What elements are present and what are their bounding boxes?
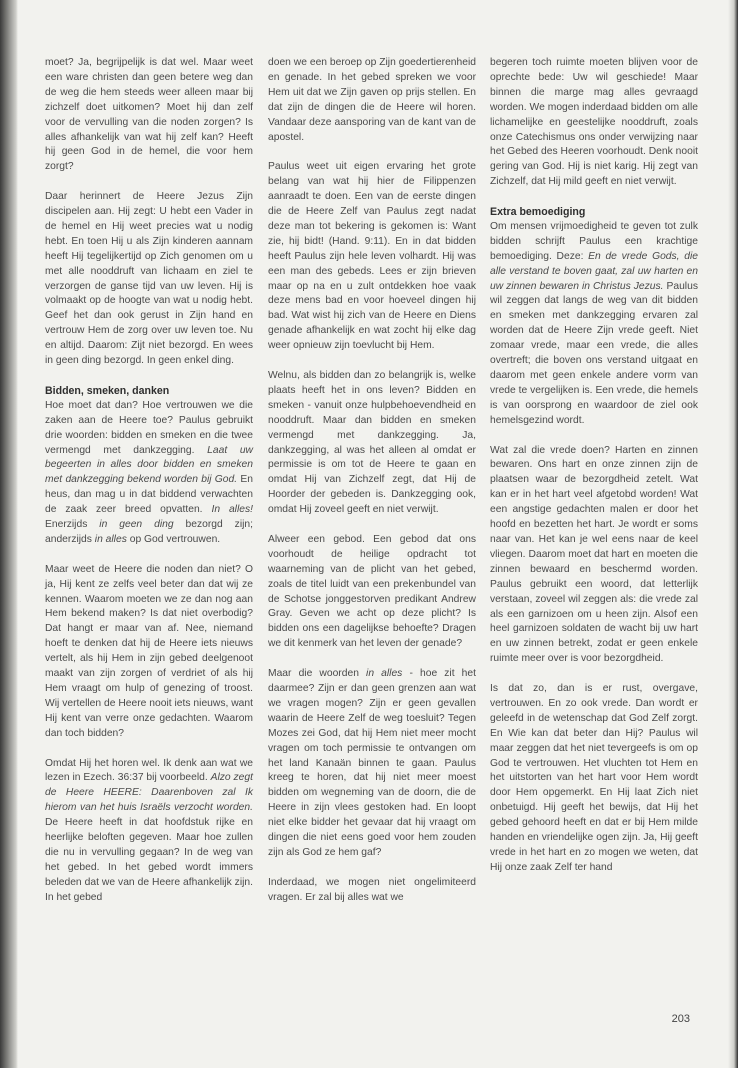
paragraph <box>268 160 476 354</box>
paragraph <box>268 876 476 906</box>
paragraph <box>45 56 253 175</box>
paragraph <box>268 667 476 861</box>
text-run: Maar weet de Heere die noden dan niet? O ja, Hij kent ze zelfs veel beter dan dat wij ze kennen. Waarom moeten we ze dan nog aan Hem bekend maken? Is dat niet overbodig? Dat hangt er maar van af. Nee, niemand hoeft te denken dat hij de Heere iets nieuws vertelt, als hij Hem in zijn gebed deelgenoot maakt van zijn zorgen of verdriet of als hij Hem vraagt om hulp of genezing of troost. Wij vertellen de Heere nooit iets nieuws, want Hij kent van verre onze gedachten. Waarom dan toch bidden? <box>45 563 253 739</box>
paragraph <box>490 56 698 190</box>
italic-quote: Laat uw begeerten in alles door bidden en smeken met dankzegging bekend worden bij God. <box>45 444 253 486</box>
text-run: Paulus weet uit eigen ervaring het grote belang van wat hij hier de Filippenzen aanraadt te doen. Een van de eerste dingen die de Heere Zelf van Paulus zegt nadat deze man tot bekering is gekomen is: Want zie, hij bidt! (Hand. 9:11). En in dat bidden heeft Paulus zijn hele leven volhardt. Hij was een man des gebeds. Lees er zijn brieven maar op na en u zult ontdekken hoe vaak deze mens bad en voor hoeveel dingen hij bad. Wat wist hij zich van de Heere en Diens genade afhankelijk en wat zocht hij elke dag weer opnieuw zijn toevlucht bij Hem. <box>268 161 476 352</box>
text-column-1 <box>45 56 253 920</box>
italic-quote: En de vrede Gods, die alle verstand te boven gaat, zal uw harten en uw zinnen bewaren in Christus Jezus. <box>490 250 698 292</box>
text-run: En heus, dan mag u in dat biddend verwachten de zaak zeer breed opvatten. <box>45 474 253 516</box>
text-run: Omdat Hij het horen wel. Ik denk aan wat we lezen in Ezech. 36:37 bij voorbeeld. <box>45 757 253 784</box>
text-run: doen we een beroep op Zijn goedertierenheid en genade. In het gebed spreken we voor Hem uit dat we Zijn gaven op prijs stellen. En dat zijn de dingen die de Heere wil horen. Vandaar deze aansporing van de kant van de apostel. <box>268 57 476 143</box>
italic-quote: in alles <box>94 533 127 545</box>
text-run: begeren toch ruimte moeten blijven voor de oprechte bede: Uw wil geschiede! Maar binnen die marge mag alles gevraagd worden. We mogen inderdaad bidden om alle lichamelijke en geestelijke nooddruft, zoals onze Catechismus ons onder verwijzing naar het Gebed des Heeren voorhoudt. Denk nooit gering van God. Hij is niet karig. Hij zegt van Zichzelf, dat Hij mild geeft en niet verwijt. <box>490 57 698 188</box>
paragraph <box>45 757 253 906</box>
paragraph <box>45 190 253 369</box>
text-run: Is dat zo, dan is er rust, overgave, vertrouwen. En zo ook vrede. Dan wordt er geleefd in de wetenschap dat God Zelf zorgt. En Wie kan dat beter dan Hij? Paulus wil maar zeggen dat het niet tevergeefs is om op God te vertrouwen. Het vluchten tot Hem en het uitstorten van het hart voor Hem wordt door Hem opgemerkt. En Hij laat Zich niet onbetuigd. Hij geeft het bewijs, dat Hij het gebed gehoord heeft en dat er bij Hem milde handen en vriendelijke ogen zijn. Ja, Hij geeft vrede in het hart en zo mogen we weten, dat Hij onze zaak Zelf ter hand <box>490 683 698 873</box>
text-run: Paulus wil zeggen dat langs de weg van dit bidden en smeken met dankzegging ervaren zal worden dat de Heere Zijn vrede geeft. Niet zomaar vrede, maar een vrede, die alles overtreft; die boven ons verstand uitgaat en daarom met geen enkele andere vorm van vrede te vergelijken is. Een vrede, die hemels is van oorsprong en waardoor de ziel ook hemelsgezind wordt. <box>490 280 698 426</box>
italic-quote: in alles <box>366 668 403 680</box>
text-run: Alweer een gebod. Een gebod dat ons voorhoudt de heilige opdracht tot waarneming van de plicht van het gebed, zoals de titel luidt van een prekenbundel van de Schotse jonggestorven predikant Andrew Gray. Geven we acht op deze plicht? Is bidden ons een dagelijkse behoefte? Dragen we dit kenmerk van het leven der genade? <box>268 533 476 650</box>
paragraph <box>45 399 253 548</box>
text-run: Inderdaad, we mogen niet ongelimiteerd vragen. Er zal bij alles wat we <box>268 876 476 903</box>
text-run: Wat zal die vrede doen? Harten en zinnen bewaren. Ons hart en onze zinnen zijn de plaatsen waar de bezorgdheid zetelt. Wat kan er in het hart veel afgetobd worden! Wat een angstige gedachten malen er door het hoofd en bezetten het hart. Je wordt er soms naar van. Het kan je wel eens naar de keel vliegen. Daarom moet dat hart en moeten die zinnen bewaard en beschermd worden. Paulus gebruikt een woord, dat letterlijk verstaan, zoveel wil zeggen als: die vrede zal als een garnizoen om u heen zijn. Alsof een heel garnizoen soldaten de wacht bij uw hart en uw zinnen betrekt, zodat er geen enkele ruimte meer over is voor bezorgdheid. <box>490 444 698 665</box>
paragraph <box>268 56 476 145</box>
book-spine-shadow <box>0 0 18 1068</box>
paragraph <box>45 563 253 742</box>
italic-quote: Alzo zegt de Heere HEERE: Daarenboven zal Ik hierom van het huis Israëls verzocht worden. <box>45 772 253 814</box>
text-run: Hoe moet dat dan? Hoe vertrouwen we die zaken aan de Heere toe? Paulus gebruikt drie woorden: bidden en smeken en die twee vermengd met dankzegging. <box>45 399 253 456</box>
text-column-2 <box>268 56 476 920</box>
text-run: Welnu, als bidden dan zo belangrijk is, welke plaats heeft het in ons leven? Bidden en smeken - vanuit onze hulpbehoevendheid en nooddruft. Maar dan bidden en smeken vermengd met dankzegging. Ja, dankzegging, al was het alleen al omdat er permissie is om tot de Heere te gaan en omdat Hij van Zichzelf zegt, dat Hij de Hoorder der gebeden is. Dankzegging ook, omdat Hij zoveel geeft en niet verwijt. <box>268 370 476 516</box>
italic-quote: in geen ding <box>99 519 174 531</box>
paragraph <box>490 444 698 668</box>
text-run: - hoe zit het daarmee? Zijn er dan geen grenzen aan wat we vragen mogen? Zijn er geen gevallen waarin de Heere Zelf de weg toesluit? Tegen Mozes zei God, dat hij Hem niet meer mocht vragen om toch permissie te ontvangen om het land Kanaän binnen te gaan. Paulus kreeg te horen, dat hij niet meer moest bidden om wegneming van de doorn, die de Heere in zijn vlees gestoken had. En loopt niet elke bidder het gevaar dat hij vraagt om dingen die niet eens goed voor hem zouden zijn als God ze hem gaf? <box>268 668 476 858</box>
paragraph <box>268 369 476 518</box>
paragraph <box>490 220 698 429</box>
text-run: bezorgd zijn; anderzijds <box>45 519 253 545</box>
text-run: De Heere heeft in dat hoofdstuk rijke en heerlijke beloften gegeven. Maar hoe zullen die nu in vervulling gegaan? In de weg van het gebed. In het gebed wordt immers beleden dat we van de Heere afhankelijk zijn. In het gebed <box>45 817 253 903</box>
text-run: Enerzijds <box>45 519 100 531</box>
text-run: Maar die woorden <box>268 668 367 680</box>
text-column-3 <box>490 56 698 891</box>
text-run: op God vertrouwen. <box>126 533 221 545</box>
section-heading: Extra bemoediging <box>490 206 586 219</box>
paragraph <box>268 533 476 652</box>
text-run: Om mensen vrijmoedigheid te geven tot zulk bidden schrijft Paulus een krachtige bemoediging. Deze: <box>490 220 698 262</box>
page-number: 203 <box>671 1013 690 1025</box>
section-heading: Bidden, smeken, danken <box>45 384 170 397</box>
page-edge-shadow <box>728 0 738 1068</box>
text-run: Daar herinnert de Heere Jezus Zijn discipelen aan. Hij zegt: U hebt een Vader in de hemel en Hij weet precies wat u nodig hebt. En toen Hij u als Zijn kinderen aannam heeft Hij tegelijkertijd op Zich genomen om u met alle nooddruft van lichaam en ziel te verzorgen de ganse tijd van uw leven. Hij is volmaakt op de hoogte van wat u nodig hebt. Geef het dan ook gerust in Zijn hand en vertrouw Hem de zorg over uw leven toe. Nu en altijd. Daarom: Zijt niet bezorgd. En wees in geen ding bezorgd. In geen enkel ding. <box>45 191 253 367</box>
text-run: moet? Ja, begrijpelijk is dat wel. Maar weet een ware christen dan geen betere weg dan de weg die hem steeds weer alleen maar bij zichzelf doet uitkomen? Moet hij dan zelf voor de vervulling van die noden zorgen? Is alles afhankelijk van wat hij zelf kan? Heeft hij geen God in de hemel, die voor hem zorgt? <box>45 57 253 173</box>
italic-quote: In alles! <box>211 504 253 516</box>
paragraph <box>490 682 698 876</box>
